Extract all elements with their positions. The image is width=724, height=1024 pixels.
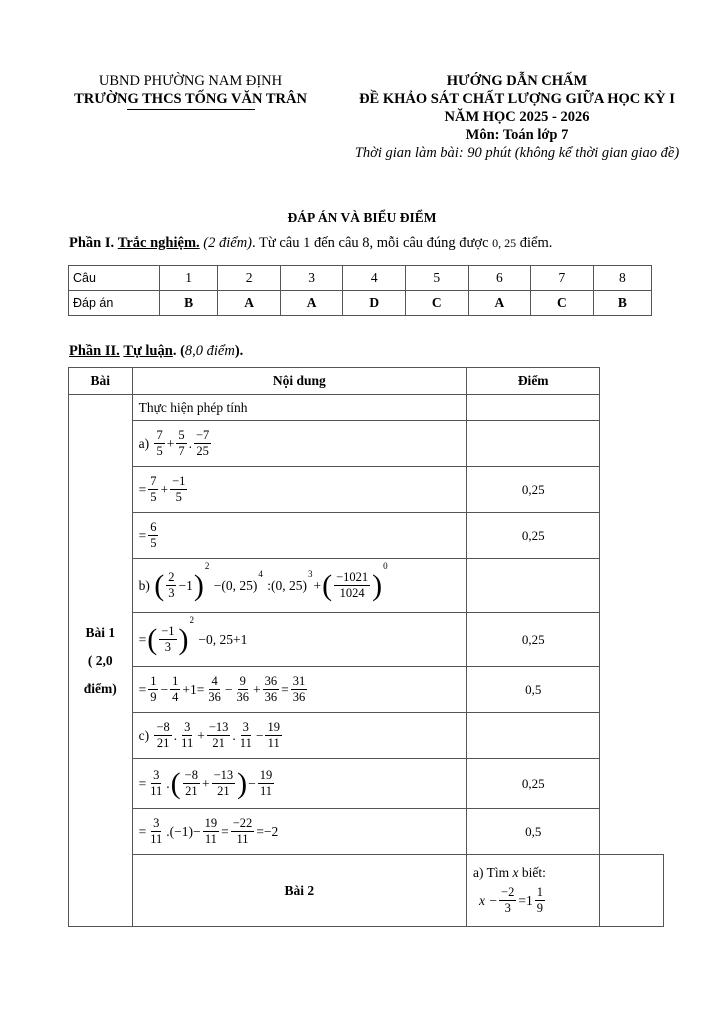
question-number: 1 [160,266,218,291]
table-header-row [69,368,664,395]
ward-name: UBND PHƯỜNG NAM ĐỊNH [98,73,283,89]
bai1-points-unit: điểm) [83,680,117,696]
mc-answer-table [68,265,652,316]
answer-cell: B [160,291,218,316]
score-cell: 0,25 [467,467,600,513]
part1-name: Trắc nghiệm. [117,235,200,251]
part1-label: Phần I. [69,235,115,251]
score-cell [467,395,600,421]
question-number: 2 [218,266,281,291]
part1-unit: điểm. [519,235,553,251]
math-row: = $\frac{1}{9}$ − $\frac{1}{4}$ +1= $\frac{4}{36}$ − $\frac{9}{36}$ + $\frac{36}{36}$ = $\frac{31}{36}$ [132,667,466,713]
score-cell: 0,5 [467,667,600,713]
table-row [69,559,664,613]
math-row: = $\frac{7}{5}$ + $\frac{-1}{5}$ [132,467,466,513]
math-row: b) ( $\frac{2}{3}$ −1 ) 2 −(0, 25) 4 :(0, 25) 3 + ( $\frac{-1021}{1024}$ ) 0 [132,559,466,613]
col-header-bai: Bài [69,368,133,395]
math-row: a) Tìm x biết: x − $\frac{-2}{3}$ =1 $\frac{1}{9}$ [467,855,600,927]
score-cell: 0,25 [467,759,600,809]
col-header-content: Nội dung [132,368,466,395]
score-cell [467,421,600,467]
part1-desc: . Từ câu 1 đến câu 8, mỗi câu đúng được [252,235,489,251]
question-number: 7 [531,266,594,291]
bai2-intro: a) Tìm [473,865,510,880]
table-row [69,421,664,467]
bai2-var: x [512,865,519,880]
part1-points: (2 điểm) [203,235,252,251]
table-row [69,713,664,759]
bai1-intro: Thực hiện phép tính [132,395,466,421]
bai1-label: Bài 1 [85,624,116,640]
school-year: NĂM HỌC 2025 - 2026 [444,109,590,125]
col-header-score: Điểm [467,368,600,395]
table-row [69,667,664,713]
math-row: = ( $\frac{-1}{3}$ ) 2 −0, 25+1 [132,613,466,667]
school-name: TRƯỜNG THCS TỐNG VĂN TRÂN [74,91,307,107]
header-right [332,72,702,162]
answer-cell: A [468,291,531,316]
math-row: = $\frac{3}{11}$ . ( $\frac{-8}{21}$ + $\frac{-13}{21}$ ) − $\frac{19}{11}$ [132,759,466,809]
row-label-answer: Đáp án [69,291,160,316]
bai1-cell [69,395,133,927]
question-number: 3 [280,266,343,291]
table-row [69,855,664,927]
answer-cell: C [531,291,594,316]
question-number: 5 [405,266,468,291]
header-underline [127,109,255,110]
bai2-cell [132,855,466,927]
duration: Thời gian làm bài: 90 phút (không kể thời gian giao đề) [354,145,680,161]
bai2-intro-end: biết: [521,865,546,880]
answer-cell: D [343,291,406,316]
answer-cell: B [593,291,651,316]
table-row [69,291,652,316]
header-left [58,72,323,110]
row-label-question: Câu [69,266,160,291]
score-cell: 0,25 [467,613,600,667]
score-cell: 0,5 [467,809,600,855]
score-cell [467,713,600,759]
answer-cell: A [280,291,343,316]
part2-points: 8,0 điểm [184,343,235,359]
score-cell [467,559,600,613]
table-row [69,613,664,667]
part2-name: Tự luận [123,343,173,359]
math-row: = $\frac{3}{11}$ .(−1)− $\frac{19}{11}$ = $\frac{-22}{11}$ =−2 [132,809,466,855]
answer-cell: A [218,291,281,316]
part2-heading: Phần II. Tự luận. (8,0 điểm). [69,343,244,359]
exam-title: ĐỀ KHẢO SÁT CHẤT LƯỢNG GIỮA HỌC KỲ I [359,91,675,107]
bai2-label: Bài 2 [284,882,315,898]
table-row [69,266,652,291]
table-row [69,809,664,855]
math-row: a) $\frac{7}{5}$ + $\frac{5}{7}$ . $\frac{-7}{25}$ [132,421,466,467]
answer-cell: C [405,291,468,316]
doc-title: ĐÁP ÁN VÀ BIỂU ĐIỂM [287,210,437,225]
essay-table [68,367,664,927]
part2-label: Phần II. [69,343,120,359]
table-row [69,759,664,809]
question-number: 6 [468,266,531,291]
table-row [69,513,664,559]
part1-heading [69,235,552,252]
part1-value: 0, 25 [492,236,517,250]
math-row: = $\frac{6}{5}$ [132,513,466,559]
score-cell [600,855,664,927]
bai1-points: ( 2,0 [87,652,113,668]
guide-title: HƯỚNG DẪN CHẤM [446,73,588,89]
subject: Môn: Toán lớp 7 [465,127,569,143]
table-row [69,395,664,421]
math-row: c) $\frac{-8}{21}$ . $\frac{3}{11}$ + $\frac{-13}{21}$ . $\frac{3}{11}$ − $\frac{19}{11}$ [132,713,466,759]
question-number: 4 [343,266,406,291]
question-number: 8 [593,266,651,291]
score-cell: 0,25 [467,513,600,559]
table-row [69,467,664,513]
